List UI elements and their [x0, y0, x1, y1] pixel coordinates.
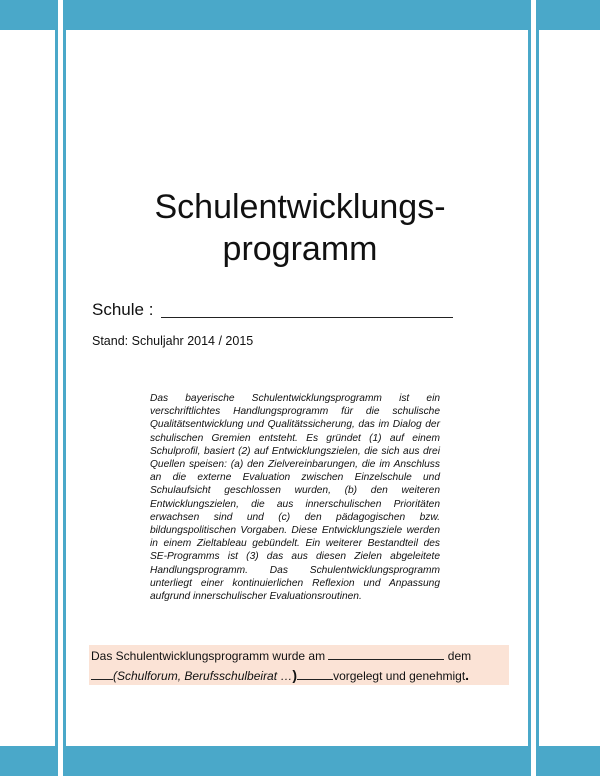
page-title — [90, 186, 510, 270]
approval-box — [89, 645, 509, 685]
school-year-status: Stand: Schuljahr 2014 / 2015 — [92, 334, 254, 348]
title-line-2: programm — [222, 230, 378, 268]
approval-line-1 — [91, 648, 471, 663]
school-name-field[interactable] — [161, 317, 453, 318]
approval-end-text: vorgelegt und genehmigt — [333, 669, 466, 683]
approval-paren: ) — [292, 667, 298, 683]
bottom-band — [0, 746, 600, 776]
approval-body-field-end[interactable] — [297, 668, 333, 680]
approval-dem-text: dem — [447, 649, 472, 663]
left-border-line-inner — [63, 0, 66, 776]
approval-period: . — [465, 667, 470, 683]
approval-line-2 — [91, 667, 469, 683]
approval-date-field[interactable] — [328, 648, 444, 660]
abstract-text: Das bayerische Schulentwicklungsprogramm ist ein verschriftlichtes Handlungsprogramm für die schulische Qualitätsentwicklung und Qualitätssicherung, das im Dialog der schulischen Gremien entsteht. Es gründet (1) auf einem Schulprofil, basiert (2) auf Entwicklungszielen, die sich aus drei Quellen speisen: (a) den Zielvereinbarungen, die im Anschluss an die externe Evaluation zwischen Einzelschule und Schulaufsicht geschlossen wurden, (b) den weiteren Entwicklungszielen, die aus innerschulischen Prioritäten erwachsen sind und (c) den pädagogischen bzw. bildungspolitischen Vorgaben. Diese Entwicklungsziele werden in einem Zieltableau gebündelt. Ein weiterer Bestandteil des SE-Programms ist (3) das aus diesen Zielen abgeleitete Handlungsprogramm. Das Schulentwicklungsprogramm unterliegt einer kontinuierlichen Reflexion und Anpassung aufgrund innerschulischer Evaluationsroutinen. — [150, 393, 440, 603]
approval-body-field[interactable] — [91, 668, 113, 680]
title-line-1: Schulentwicklungs- — [154, 188, 446, 226]
approval-start-text: Das Schulentwicklungsprogramm wurde am — [91, 649, 326, 663]
approval-body-hint: (Schulforum, Berufsschulbeirat … — [113, 669, 293, 683]
top-band — [0, 0, 600, 30]
right-border-line-outer — [536, 0, 539, 776]
school-label: Schule : — [92, 300, 154, 319]
